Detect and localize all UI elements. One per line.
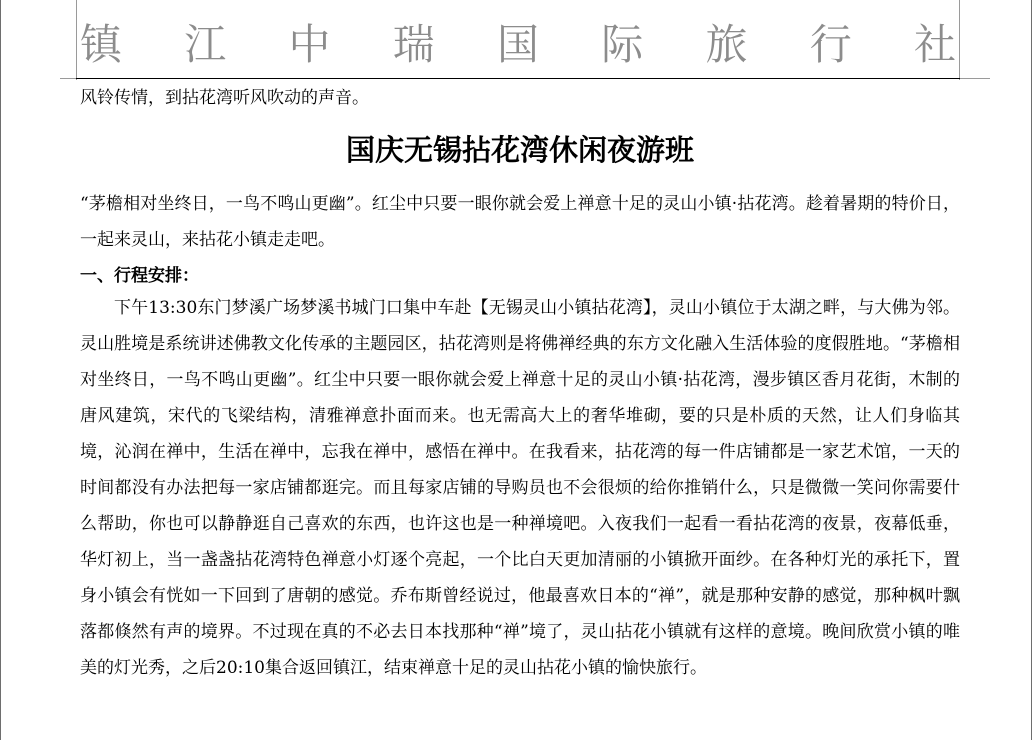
header-divider — [76, 78, 960, 79]
section-heading-itinerary: 一、行程安排： — [80, 266, 199, 286]
page-left-edge — [0, 0, 1, 740]
margin-corner-mark — [76, 0, 77, 80]
page-right-edge — [1031, 0, 1032, 740]
margin-corner-mark — [959, 0, 960, 80]
margin-corner-mark — [960, 78, 990, 79]
intro-paragraph: “茅檐相对坐终日，一鸟不鸣山更幽”。红尘中只要一眼你就会爱上禅意十足的灵山小镇·拈花湾。趁着暑期的特价日，一起来灵山，来拈花小镇走走吧。 — [80, 194, 960, 250]
itinerary-paragraph: 下午13:30东门梦溪广场梦溪书城门口集中车赴【无锡灵山小镇拈花湾】，灵山小镇位于太湖之畔，与大佛为邻。灵山胜境是系统讲述佛教文化传承的主题园区，拈花湾则是将佛禅经典的东方文化融入生活体验的度假胜地。“茅檐相对坐终日，一鸟不鸣山更幽”。红尘中只要一眼你就会爱上禅意十足的灵山小镇·拈花湾，漫步镇区香月花街，木制的唐风建筑，宋代的飞梁结构，清雅禅意扑面而来。也无需高大上的奢华堆砌，要的只是朴质的天然，让人们身临其境，沁润在禅中，生活在禅中，忘我在禅中，感悟在禅中。在我看来，拈花湾的每一件店铺都是一家艺术馆，一天的时间都没有办法把每一家店铺都逛完。而且每家店铺的导购员也不会很烦的给你推销什么，只是微微一笑问你需要什么帮助，你也可以静静逛自己喜欢的东西，也许这也是一种禅境吧。入夜我们一起看一看拈花湾的夜景，夜幕低垂，华灯初上，当一盏盏拈花湾特色禅意小灯逐个亮起，一个比白天更加清丽的小镇掀开面纱。在各种灯光的承托下，置身小镇会有恍如一下回到了唐朝的感觉。乔布斯曾经说过，他最喜欢日本的“禅”，就是那种安静的感觉，那种枫叶飘落都倏然有声的境界。不过现在真的不必去日本找那种“禅”境了，灵山拈花小镇就有这样的意境。晚间欣赏小镇的唯美的灯光秀，之后20:10集合返回镇江，结束禅意十足的灵山拈花小镇的愉快旅行。 — [80, 298, 960, 678]
header-company-name: 镇江中瑞国际旅行社 — [80, 20, 958, 69]
margin-corner-mark — [60, 78, 76, 79]
document-title: 国庆无锡拈花湾休闲夜游班 — [345, 133, 694, 167]
carry-over-line: 风铃传情，到拈花湾听风吹动的声音。 — [80, 88, 369, 108]
